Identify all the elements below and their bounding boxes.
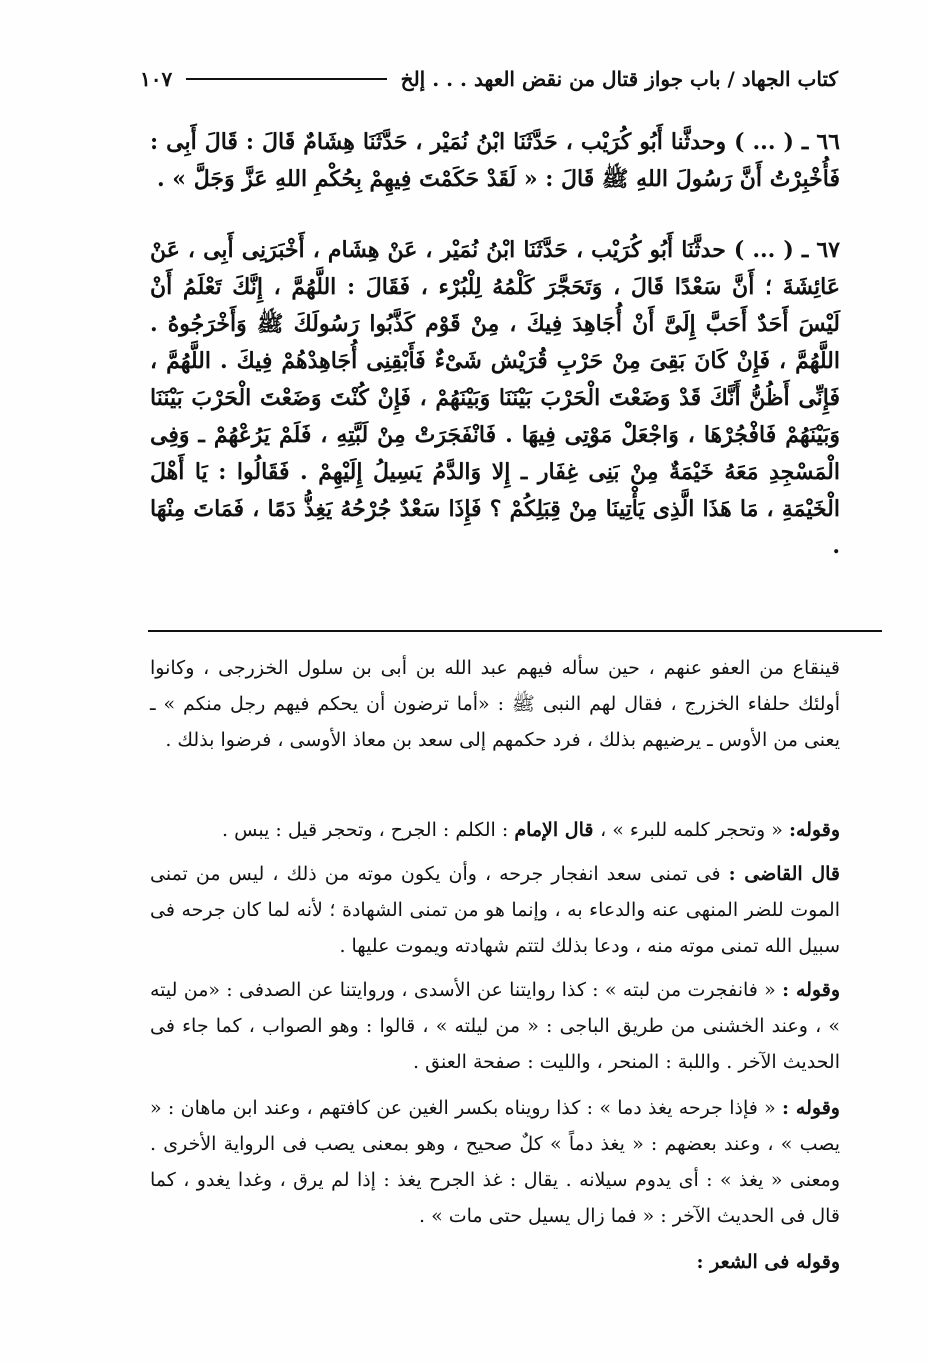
- commentary-text: « فانفجرت من لبته » : كذا روايتنا عن الأسدى ، وروايتنا عن الصدفى : «من ليته » ، وعند الخشنى من طريق الباجى : « من ليلته » ، قالوا : وهو الصواب ، كما جاء فى الحديث الآخر . واللبة : المنحر ، والليت : صفحة العنق .: [150, 979, 840, 1073]
- commentary-quote: « وتحجر كلمه للبرء » ،: [600, 819, 789, 841]
- commentary-paragraph-4: [150, 972, 840, 1080]
- hadith-66: ٦٦ ـ ( ... ) وحدثَّنا أَبُو كُرَيْب ، حَدَّثَنَا ابْنُ نُمَيْر ، حَدَّثَنَا هِشَامٌ قَالَ : قَالَ أَبِى : فَأُخْبِرْتُ أَنَّ رَسُولَ اللهِ ﷺ قَالَ : « لَقَدْ حَكَمْتَ فِيهِمْ بِحُكْمِ اللهِ عَزَّ وَجَلَّ » .: [150, 129, 840, 192]
- running-title: كتاب الجهاد / باب جواز قتال من نقض العهد . . . إلخ: [400, 67, 838, 91]
- commentary-label: وقوله:: [788, 819, 840, 841]
- page-header: [140, 62, 838, 96]
- commentary-label: وقوله فى الشعر :: [696, 1251, 840, 1273]
- commentary-text: : الكلم : الجرح ، وتحجر قيل : يبس .: [222, 819, 515, 841]
- commentary-paragraph-6: [150, 1244, 840, 1280]
- commentary-label: قال القاضى :: [728, 863, 840, 885]
- header-rule: [186, 78, 386, 80]
- commentary-label: قال الإمام: [514, 819, 601, 841]
- hadith-67: ٦٧ ـ ( ... ) حدثَّنَا أَبُو كُرَيْب ، حَدَّثَنَا ابْنُ نُمَيْر ، عَنْ هِشَام ، أَخْبَرَنِى أَبِى ، عَنْ عَائِشَةَ ؛ أَنَّ سَعْدًا قَالَ ، وَتَحَجَّرَ كَلْمُهُ لِلْبُرْء ، فَقَالَ : اللَّهُمَّ ، إِنَّكَ تَعْلَمُ أَنْ لَيْسَ أَحَدٌ أَحَبَّ إِلَىَّ أَنْ أُجَاهِدَ فِيكَ ، مِنْ قَوْم كَذَّبُوا رَسُولَكَ ﷺ وَأَخْرَجُوهُ . اللَّهُمَّ ، فَإِنْ كَانَ بَقِىَ مِنْ حَرْبِ قُرَيْش شَىْءٌ فَأَبْقِنِى أُجَاهِدْهُمْ فِيكَ . اللَّهُمَّ ، فَإِنِّى أَظُنُّ أَنَّكَ قَدْ وَضَعْتَ الْحَرْبَ بَيْنَنَا وَبَيْنَهُمْ ، فَإِنْ كُنْتَ وَضَعْتَ الْحَرْبَ بَيْنَنَا وَبَيْنَهُمْ فَافْجُرْهَا ، وَاجْعَلْ مَوْتِى فِيهَا . فَانْفَجَرَتْ مِنْ لَبَّتِهِ ، فَلَمْ يَرُعْهُمْ ـ وَفِى الْمَسْجِدِ مَعَهُ خَيْمَةٌ مِنْ بَنِى غِفَار ـ إِلا وَالدَّمُ يَسِيلُ إِلَيْهِمْ . فَقَالُوا : يَا أَهْلَ الْخَيْمَةِ ، مَا هَذَا الَّذِى يَأْتِينَا مِنْ قِبَلِكُمْ ؟ فَإِذَا سَعْدٌ جُرْحُهُ يَغِذُّ دَمًا ، فَمَاتَ مِنْهَا .: [150, 237, 840, 559]
- commentary-paragraph-5: [150, 1090, 840, 1234]
- commentary-text: فى تمنى سعد انفجار جرحه ، وأن يكون موته من ذلك ، ليس من تمنى الموت للضر المنهى عنه والدعاء به ، وإنما هو من تمنى الشهادة ؛ لأنه لما كان جرحه فى سبيل الله تمنى موته منه ، ودعا بذلك لتتم شهادته ويموت عليها .: [150, 863, 840, 957]
- commentary-paragraph-3: [150, 856, 840, 964]
- commentary-label: وقوله :: [782, 979, 840, 1001]
- commentary-paragraph-2: [150, 812, 840, 848]
- commentary-text: « فإذا جرحه يغذ دما » : كذا رويناه بكسر الغين عن كافتهم ، وعند ابن ماهان : « يصب » ، وعند بعضهم : « يغذ دماً » كلٌ صحيح ، وهو بمعنى يصب فى الرواية الأخرى . ومعنى « يغذ » : أى يدوم سيلانه . يقال : غذ الجرح يغذ : إذا لم يرق ، وغدا يغدو ، كما قال فى الحديث الآخر : « فما زال يسيل حتى مات » .: [150, 1097, 840, 1227]
- page-number: ١٠٧: [140, 67, 173, 91]
- section-divider: [148, 630, 882, 632]
- commentary-paragraph-1: قينقاع من العفو عنهم ، حين سأله فيهم عبد الله بن أبى بن سلول الخزرجى ، وكانوا أولئك حلفاء الخزرج ، فقال لهم النبى ﷺ : «أما ترضون أن يحكم فيهم رجل منكم » ـ يعنى من الأوس ـ يرضيهم بذلك ، فرد حكمهم إلى سعد بن معاذ الأوسى ، فرضوا بذلك .: [150, 657, 840, 751]
- commentary-label: وقوله :: [782, 1097, 840, 1119]
